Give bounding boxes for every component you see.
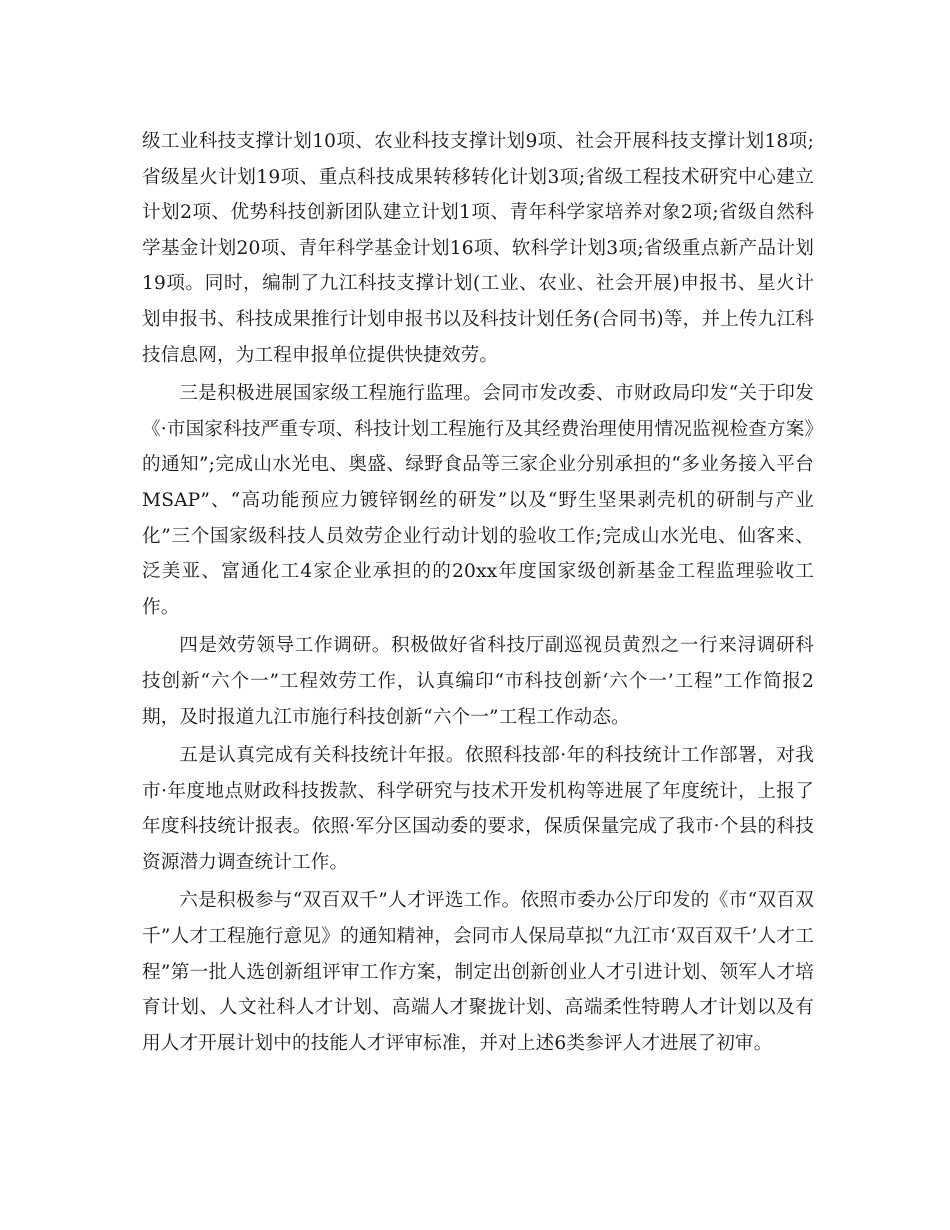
- paragraph-continuation: 级工业科技支撑计划10项、农业科技支撑计划9项、社会开展科技支撑计划18项;省级星火计划19项、重点科技成果转移转化计划3项;省级工程技术研究中心建立计划2项、优势科技创新团队建立计划1项、青年科学家培养对象2项;省级自然科学基金计划20项、青年科学基金计划16项、软科学计划3项;省级重点新产品计划19项。同时，编制了九江科技支撑计划(工业、农业、社会开展)申报书、星火计划申报书、科技成果推行计划申报书以及科技计划任务(合同书)等，并上传九江科技信息网，为工程申报单位提供快捷效劳。: [142, 131, 814, 366]
- paragraph-item-three: 三是积极进展国家级工程施行监理。会同市发改委、市财政局印发“关于印发《·市国家科技严重专项、科技计划工程施行及其经费治理使用情况监视检查方案》的通知”;完成山水光电、奥盛、绿野食品等三家企业分别承担的“多业务接入平台MSAP”、“高功能预应力镀锌钢丝的研发”以及“野生坚果剥壳机的研制与产业化”三个国家级科技人员效劳企业行动计划的验收工作;完成山水光电、仙客来、泛美亚、富通化工4家企业承担的的20xx年度国家级创新基金工程监理验收工作。: [142, 383, 814, 618]
- paragraph-item-four: 四是效劳领导工作调研。积极做好省科技厅副巡视员黄烈之一行来浔调研科技创新“六个一”工程效劳工作，认真编印“市科技创新‘六个一’工程”工作简报2期，及时报道九江市施行科技创新“六个一”工程工作动态。: [142, 635, 814, 728]
- document-body: [142, 124, 814, 1061]
- paragraph-item-five: 五是认真完成有关科技统计年报。依照科技部·年的科技统计工作部署，对我市·年度地点财政科技拨款、科学研究与技术开发机构等进展了年度统计，上报了年度科技统计报表。依照·军分区国动委的要求，保质保量完成了我市·个县的科技资源潜力调查统计工作。: [142, 745, 814, 873]
- paragraph-item-six: 六是积极参与“双百双千”人才评选工作。依照市委办公厅印发的《市“双百双千”人才工程施行意见》的通知精神，会同市人保局草拟“九江市‘双百双千’人才工程”第一批人选创新组评审工作方案，制定出创新创业人才引进计划、领军人才培育计划、人文社科人才计划、高端人才聚拢计划、高端柔性特聘人才计划以及有用人才开展计划中的技能人才评审标准，并对上述6类参评人才进展了初审。: [142, 890, 814, 1054]
